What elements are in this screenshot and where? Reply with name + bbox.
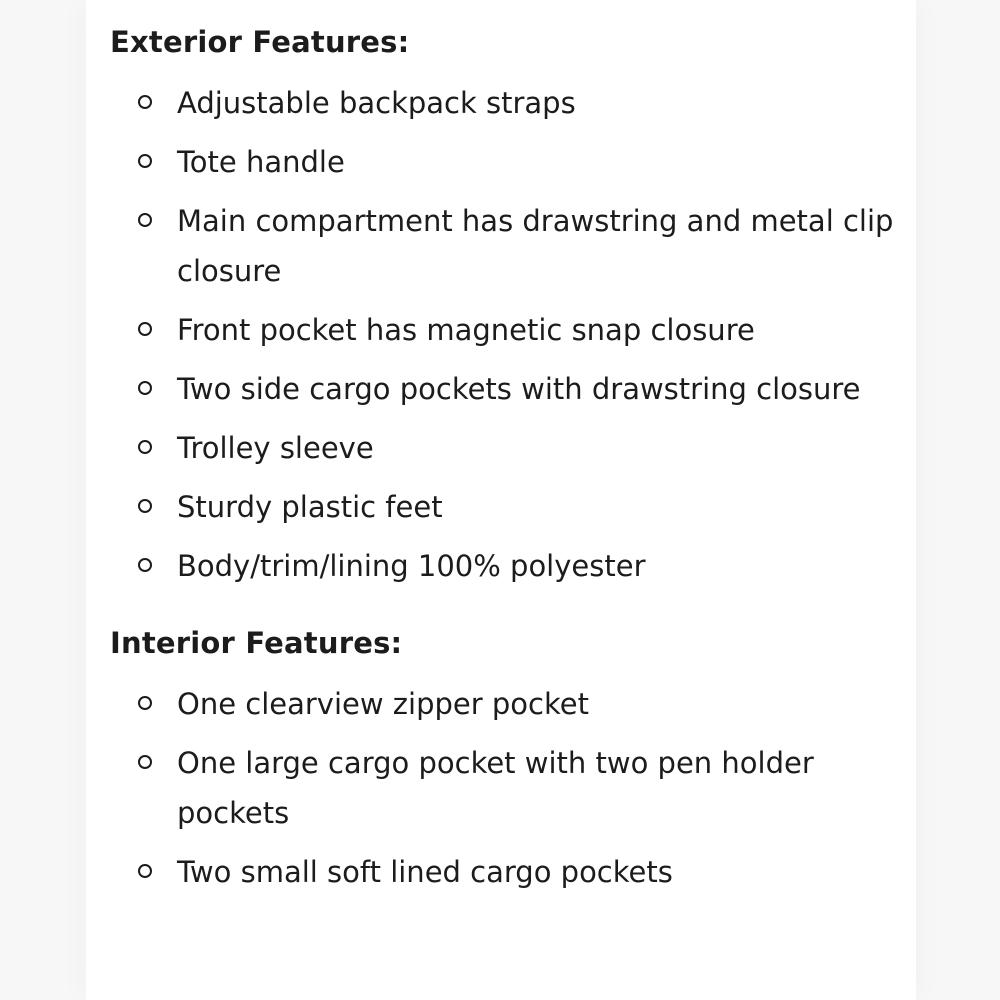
- list-item: [110, 679, 900, 729]
- list-item-text: Two small soft lined cargo pockets: [177, 855, 673, 889]
- features-content: [110, 18, 900, 906]
- list-item: [110, 482, 900, 532]
- hollow-circle-icon: [138, 864, 152, 878]
- list-item: [110, 423, 900, 473]
- list-item: [110, 78, 900, 128]
- list-item-text: One clearview zipper pocket: [177, 687, 589, 721]
- hollow-circle-icon: [138, 558, 152, 572]
- list-item: [110, 541, 900, 591]
- hollow-circle-icon: [138, 755, 152, 769]
- list-item-text: Body/trim/lining 100% polyester: [177, 549, 646, 583]
- interior-features-heading: Interior Features:: [110, 626, 403, 660]
- hollow-circle-icon: [138, 95, 152, 109]
- list-item-text: Two side cargo pockets with drawstring closure: [177, 372, 861, 406]
- hollow-circle-icon: [138, 440, 152, 454]
- list-item: [110, 196, 900, 296]
- hollow-circle-icon: [138, 381, 152, 395]
- hollow-circle-icon: [138, 499, 152, 513]
- list-item-text: One large cargo pocket with two pen holder pockets: [177, 746, 814, 830]
- list-item-text: Trolley sleeve: [177, 431, 374, 465]
- hollow-circle-icon: [138, 322, 152, 336]
- list-item: [110, 738, 900, 838]
- list-item-text: Sturdy plastic feet: [177, 490, 443, 524]
- interior-features-list: [110, 679, 900, 897]
- exterior-features-list: [110, 78, 900, 591]
- list-item-text: Adjustable backpack straps: [177, 86, 576, 120]
- list-item: [110, 137, 900, 187]
- list-item-text: Main compartment has drawstring and metal clip closure: [177, 204, 894, 288]
- list-item: [110, 364, 900, 414]
- hollow-circle-icon: [138, 696, 152, 710]
- hollow-circle-icon: [138, 154, 152, 168]
- exterior-features-heading: Exterior Features:: [110, 25, 410, 59]
- list-item-text: Front pocket has magnetic snap closure: [177, 313, 755, 347]
- list-item: [110, 305, 900, 355]
- hollow-circle-icon: [138, 213, 152, 227]
- list-item-text: Tote handle: [177, 145, 345, 179]
- list-item: [110, 847, 900, 897]
- product-details-panel: [86, 0, 916, 1000]
